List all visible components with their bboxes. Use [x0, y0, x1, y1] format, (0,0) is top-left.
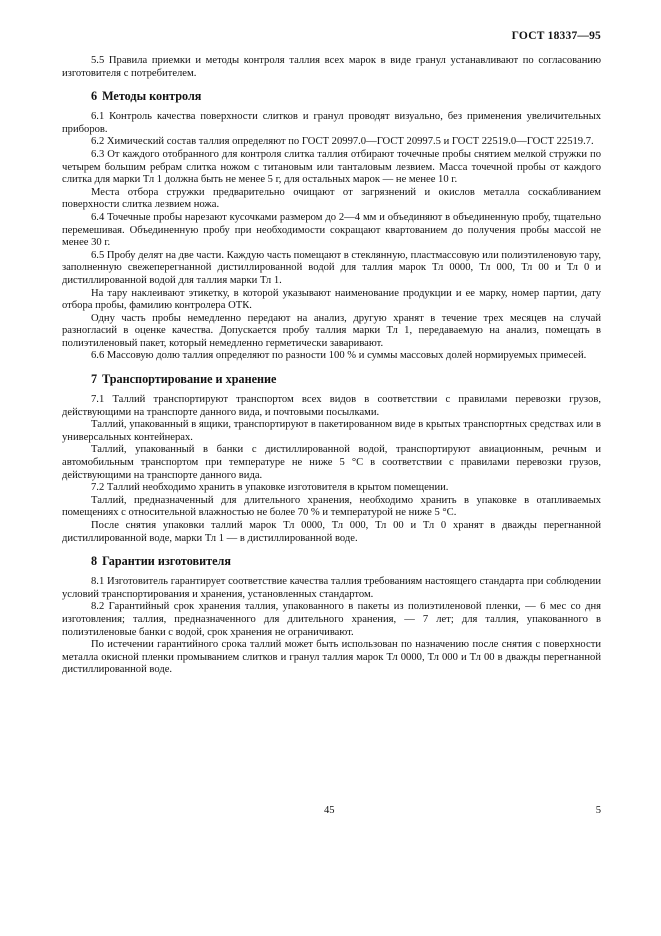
- page-number-right: 5: [595, 805, 601, 816]
- clause-6-5-storage: Одну часть пробы немедленно передают на анализ, другую хранят в течение трех месяцев на случай разногласий в оценке качества. Допускается пробу таллия марки Тл 1, передаваемую на анализ, помещать в полиэтиленовый пакет, который немедленно герметически заваривают.: [62, 312, 601, 349]
- section-6-number: 6: [91, 89, 98, 104]
- section-7-number: 7: [91, 372, 98, 387]
- section-6-title: Методы контроля: [102, 89, 202, 104]
- clause-8-2: 8.2 Гарантийный срок хранения таллия, упакованного в пакеты из полиэтиленовой пленки, — 6 мес со дня изготовления; таллия, предназначенного для длительного хранения, — 7 лет; для таллия, упакованного в полиэтиленовые банки с водой, срок хранения не ограничивают.: [62, 601, 601, 638]
- clause-7-2-long-term: Таллий, предназначенный для длительного хранения, необходимо хранить в упаковке в отапливаемых помещениях с относительной влажностью не более 70 % и температурой не ниже 5 °С.: [62, 494, 601, 519]
- page-number-center: 45: [324, 805, 335, 816]
- clause-7-2-unpacked: После снятия упаковки таллий марок Тл 0000, Тл 000, Тл 00 и Тл 0 хранят в дважды перегнанной дистиллированной воде, марки Тл 1 — в дистиллированной воде.: [62, 520, 601, 544]
- section-8-number: 8: [91, 554, 98, 569]
- section-7-title: Транспортирование и хранение: [102, 372, 277, 387]
- section-6-heading: [91, 89, 601, 103]
- clause-6-3-cont: Места отбора стружки предварительно очищают от загрязнений и окислов металла соскабливанием поверхности слитка лезвием ножа.: [62, 186, 601, 211]
- clause-6-4: 6.4 Точечные пробы нарезают кусочками размером до 2—4 мм и объединяют в объединенную пробу, тщательно перемешивая. Объединенную пробу при необходимости сокращают квартованием до получения пробы массой не менее 30 г.: [62, 211, 601, 249]
- doc-code-header: ГОСТ 18337—95: [511, 30, 601, 42]
- section-7-heading: [91, 372, 601, 386]
- section-8-title: Гарантии изготовителя: [102, 554, 231, 569]
- clause-7-1: 7.1 Таллий транспортируют транспортом всех видов в соответствии с правилами перевозки грузов, действующими на транспорте данного вида, и почтовыми посылками.: [62, 394, 601, 418]
- clause-6-2: 6.2 Химический состав таллия определяют по ГОСТ 20997.0—ГОСТ 20997.5 и ГОСТ 22519.0—ГОСТ 22519.7.: [91, 136, 594, 148]
- clause-7-1-boxes: Таллий, упакованный в ящики, транспортируют в пакетированном виде в крытых транспортных средствах или в универсальных контейнерах.: [62, 419, 601, 443]
- clause-5-5: 5.5 Правила приемки и методы контроля таллия всех марок в виде гранул устанавливают по согласованию изготовителя с потребителем.: [62, 55, 601, 79]
- clause-7-2: 7.2 Таллий необходимо хранить в упаковке изготовителя в крытом помещении.: [91, 482, 449, 494]
- clause-6-6: 6.6 Массовую долю таллия определяют по разности 100 % и суммы массовых долей нормируемых примесей.: [91, 350, 587, 362]
- clause-6-5-label: На тару наклеивают этикетку, в которой указывают наименование продукции и ее марку, номер партии, дату отбора пробы, фамилию контролера ОТК.: [62, 287, 601, 312]
- clause-8-2-after-warranty: По истечении гарантийного срока таллий может быть использован по назначению после снятия с поверхности металла окисной пленки промыванием слитков и гранул таллия марок Тл 0000, Тл 000 и Тл 00 в дважды перегнанной дистиллированной воде.: [62, 639, 601, 676]
- clause-6-3: 6.3 От каждого отобранного для контроля слитка таллия отбирают точечные пробы снятием мелкой стружки по четырем большим ребрам слитка ножом с титановым или танталовым лезвием. Масса точечной пробы от каждого слитка для марки Тл 1 должна быть не менее 5 г, для остальных марок — не менее 10 г.: [62, 148, 601, 186]
- section-8-heading: [91, 554, 601, 568]
- clause-7-1-cans: Таллий, упакованный в банки с дистиллированной водой, транспортируют авиационным, речным и автомобильным транспортом при температуре не ниже 5 °С в соответствии с правилами перевозки грузов, действующими на транспорте данного вида.: [62, 444, 601, 481]
- clause-6-5: 6.5 Пробу делят на две части. Каждую часть помещают в стеклянную, пластмассовую или полиэтиленовую тару, заполненную свежеперегнанной дистиллированной водой для таллия марок Тл 0000, Тл 000, Тл 00 и Тл 0 и дистиллированной водой для таллия марки Тл 1.: [62, 249, 601, 286]
- clause-6-1: 6.1 Контроль качества поверхности слитков и гранул проводят визуально, без применения увеличительных приборов.: [62, 111, 601, 135]
- document-body: [62, 55, 601, 677]
- clause-8-1: 8.1 Изготовитель гарантирует соответствие качества таллия требованиям настоящего стандарта при соблюдении условий транспортирования и хранения, установленных стандартом.: [62, 576, 601, 600]
